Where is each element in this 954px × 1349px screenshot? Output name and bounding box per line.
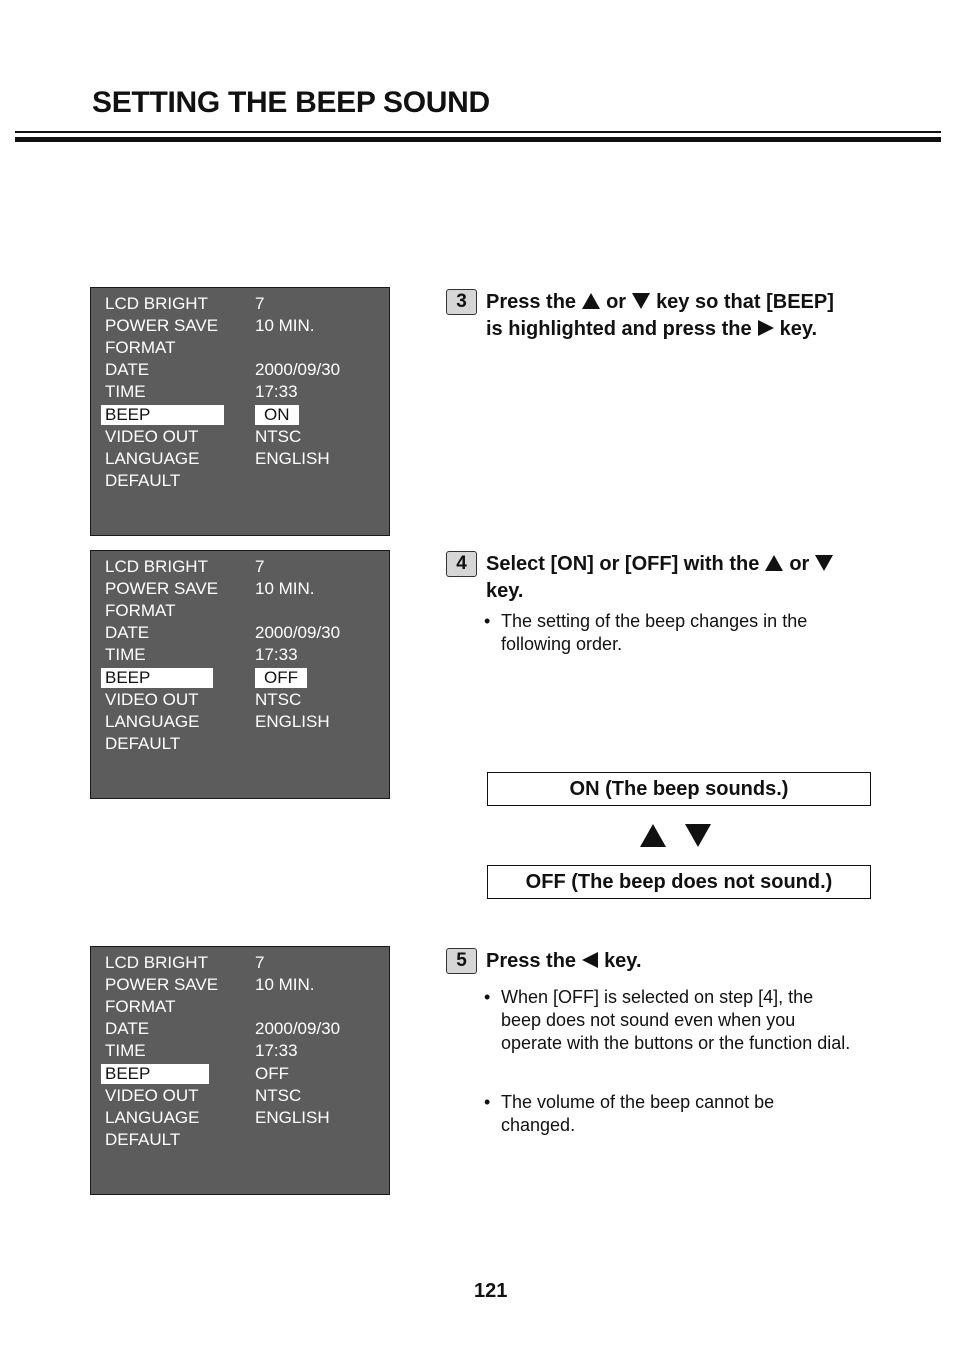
menu-row-value: ENGLISH	[255, 448, 330, 468]
step-number: 4	[446, 551, 477, 577]
menu-row	[91, 579, 389, 599]
right-triangle-icon	[758, 320, 774, 336]
menu-row-label: VIDEO OUT	[105, 1085, 199, 1105]
menu-row-label: TIME	[105, 382, 146, 402]
down-triangle-icon	[685, 824, 711, 847]
menu-row	[91, 1130, 389, 1150]
menu-row	[91, 1108, 389, 1128]
menu-row-value: 17:33	[255, 1041, 298, 1061]
down-triangle-icon	[815, 555, 833, 571]
menu-row	[91, 405, 389, 425]
menu-row	[91, 316, 389, 336]
step-number: 3	[446, 289, 477, 315]
menu-screen-2	[90, 550, 390, 799]
menu-row-value: NTSC	[255, 1085, 302, 1105]
menu-row-label: VIDEO OUT	[105, 426, 199, 446]
menu-screen-3	[90, 946, 390, 1195]
menu-row-value: 2000/09/30	[255, 360, 341, 380]
menu-row-value: 10 MIN.	[255, 579, 315, 599]
menu-row-value: 2000/09/30	[255, 623, 341, 643]
menu-row	[91, 557, 389, 577]
menu-row-label: DATE	[105, 623, 150, 643]
menu-row-label: DATE	[105, 360, 150, 380]
menu-row-value: 7	[255, 294, 265, 313]
order-arrows	[640, 824, 720, 848]
menu-row	[91, 1064, 389, 1084]
menu-row-value: 10 MIN.	[255, 975, 315, 995]
menu-row	[91, 601, 389, 621]
menu-row-label: POWER SAVE	[105, 975, 219, 995]
menu-row-label: TIME	[105, 645, 146, 665]
menu-row	[91, 975, 389, 995]
menu-row-value: 17:33	[255, 645, 298, 665]
menu-row-label: FORMAT	[105, 601, 176, 621]
menu-row-label: DEFAULT	[105, 470, 181, 490]
menu-row-value: 7	[255, 557, 265, 576]
menu-row-value: 7	[255, 953, 265, 972]
menu-row	[91, 953, 389, 973]
menu-row-value: ON	[255, 405, 299, 425]
menu-row	[91, 712, 389, 732]
menu-row	[91, 997, 389, 1017]
step-heading: Press the or key so that [BEEP] is highlighted and press the key.	[486, 291, 834, 340]
title-rule-thin	[15, 131, 941, 133]
menu-row-label: LANGUAGE	[105, 448, 200, 468]
menu-row-value: 10 MIN.	[255, 316, 315, 336]
menu-row	[91, 645, 389, 665]
menu-row	[91, 1019, 389, 1039]
menu-row-label: TIME	[105, 1041, 146, 1061]
menu-row	[91, 623, 389, 643]
order-box-off: OFF (The beep does not sound.)	[487, 865, 871, 899]
step-heading: Select [ON] or [OFF] with the or key.	[486, 551, 839, 605]
menu-row-label: FORMAT	[105, 338, 176, 358]
menu-row	[91, 690, 389, 710]
menu-row	[91, 1086, 389, 1106]
menu-row-label: BEEP	[101, 405, 224, 425]
menu-row-label: VIDEO OUT	[105, 689, 199, 709]
down-triangle-icon	[632, 293, 650, 309]
menu-row-label: LCD BRIGHT	[105, 557, 208, 576]
menu-row	[91, 382, 389, 402]
title-rule-thick	[15, 137, 941, 142]
menu-row-value: NTSC	[255, 426, 302, 446]
menu-row-label: POWER SAVE	[105, 579, 219, 599]
menu-row	[91, 734, 389, 754]
menu-row-label: FORMAT	[105, 997, 176, 1017]
page-title: SETTING THE BEEP SOUND	[92, 86, 490, 119]
menu-row-label: DEFAULT	[105, 733, 181, 753]
menu-row	[91, 294, 389, 314]
menu-row-value: OFF	[255, 1063, 289, 1083]
menu-row-label: DATE	[105, 1019, 150, 1039]
menu-row	[91, 427, 389, 447]
menu-row-value: ENGLISH	[255, 1107, 330, 1127]
menu-row-label: POWER SAVE	[105, 316, 219, 336]
menu-row-value: OFF	[255, 668, 307, 688]
menu-row-value: ENGLISH	[255, 711, 330, 731]
menu-row	[91, 360, 389, 380]
menu-row-label: LCD BRIGHT	[105, 294, 208, 313]
menu-row	[91, 668, 389, 688]
left-triangle-icon	[582, 952, 598, 968]
up-triangle-icon	[640, 824, 666, 847]
menu-row-value: 17:33	[255, 382, 298, 402]
order-box-on: ON (The beep sounds.)	[487, 772, 871, 806]
menu-row	[91, 449, 389, 469]
menu-row-label: BEEP	[101, 1064, 209, 1084]
up-triangle-icon	[582, 293, 600, 309]
page-number: 121	[474, 1280, 508, 1302]
menu-row-label: LCD BRIGHT	[105, 953, 208, 972]
menu-row-value: 2000/09/30	[255, 1019, 341, 1039]
up-triangle-icon	[765, 555, 783, 571]
menu-screen-1	[90, 287, 390, 536]
menu-row-value: NTSC	[255, 689, 302, 709]
menu-row	[91, 471, 389, 491]
menu-row	[91, 1041, 389, 1061]
step-heading: Press the key.	[486, 950, 642, 972]
menu-row-label: LANGUAGE	[105, 1107, 200, 1127]
menu-row-label: BEEP	[101, 668, 213, 688]
menu-row-label: LANGUAGE	[105, 711, 200, 731]
step-number: 5	[446, 948, 477, 974]
menu-row	[91, 338, 389, 358]
menu-row-label: DEFAULT	[105, 1129, 181, 1149]
